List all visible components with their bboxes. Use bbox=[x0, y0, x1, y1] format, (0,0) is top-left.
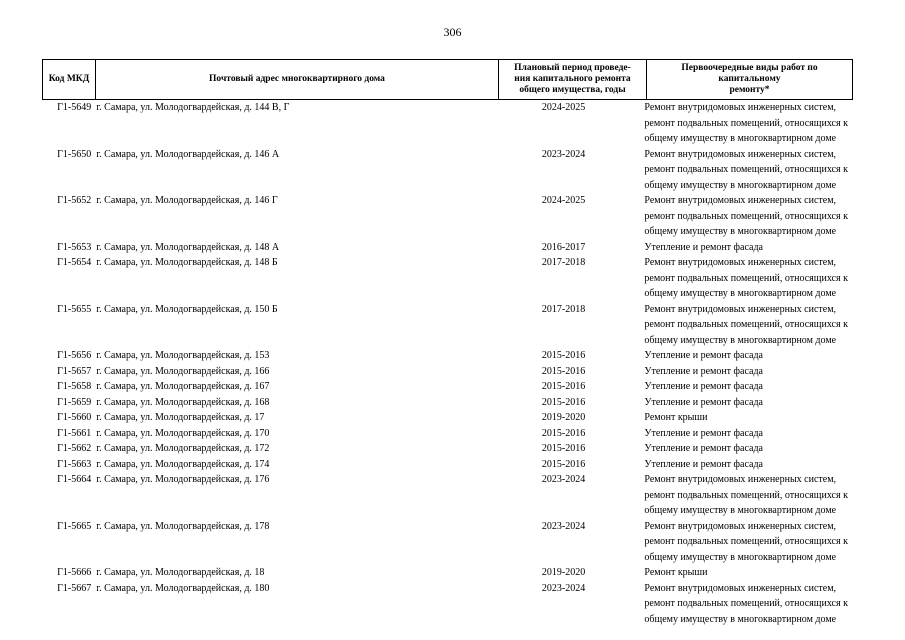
row-code: Г1-5656 bbox=[57, 350, 92, 361]
table-row bbox=[42, 255, 853, 302]
row-address: г. Самара, ул. Молодогвардейская, д. 170 bbox=[96, 427, 270, 439]
header-address: Почтовый адрес многоквартирного дома bbox=[96, 60, 499, 99]
row-period: 2017-2018 bbox=[541, 303, 586, 315]
row-code: Г1-5664 bbox=[57, 474, 92, 485]
table-row bbox=[42, 395, 853, 411]
row-period: 2015-2016 bbox=[541, 427, 586, 439]
table-row bbox=[42, 302, 853, 349]
table-row bbox=[42, 565, 853, 581]
table-row bbox=[42, 519, 853, 566]
row-address: г. Самара, ул. Молодогвардейская, д. 146 А bbox=[96, 148, 280, 160]
row-address: г. Самара, ул. Молодогвардейская, д. 176 bbox=[96, 474, 270, 485]
row-period: 2015-2016 bbox=[541, 365, 586, 377]
row-works: Утепление и ремонт фасада bbox=[644, 427, 763, 439]
table-row bbox=[42, 364, 853, 380]
row-works: Ремонт внутридомовых инженерных систем, ремонт подвальных помещений, относящихся к общему имуществу в многоквартирном доме bbox=[644, 520, 848, 563]
row-period: 2019-2020 bbox=[541, 567, 586, 578]
row-code: Г1-5652 bbox=[57, 195, 92, 206]
row-code: Г1-5660 bbox=[57, 412, 92, 423]
table-row bbox=[42, 410, 853, 426]
row-code: Г1-5654 bbox=[57, 257, 92, 268]
row-works: Утепление и ремонт фасада bbox=[644, 458, 763, 470]
table-row bbox=[42, 348, 853, 364]
row-address: г. Самара, ул. Молодогвардейская, д. 174 bbox=[96, 458, 270, 470]
row-works: Ремонт внутридомовых инженерных систем, ремонт подвальных помещений, относящихся к общему имуществу в многоквартирном доме bbox=[644, 148, 848, 191]
row-code: Г1-5667 bbox=[57, 582, 92, 594]
row-address: г. Самара, ул. Молодогвардейская, д. 167 bbox=[96, 381, 270, 392]
row-works: Утепление и ремонт фасада bbox=[644, 381, 763, 392]
table-row bbox=[42, 240, 853, 256]
header-works: Первоочередные виды работ по капитальному ремонту* bbox=[681, 63, 818, 95]
row-code: Г1-5655 bbox=[57, 303, 92, 315]
table-row bbox=[42, 147, 853, 194]
row-code: Г1-5663 bbox=[57, 458, 92, 470]
row-code: Г1-5666 bbox=[57, 567, 92, 578]
row-period: 2015-2016 bbox=[541, 443, 586, 454]
row-period: 2019-2020 bbox=[541, 412, 586, 423]
row-works: Ремонт внутридомовых инженерных систем, ремонт подвальных помещений, относящихся к общему имуществу в многоквартирном доме bbox=[644, 257, 848, 299]
table-row bbox=[42, 379, 853, 395]
row-works: Ремонт крыши bbox=[644, 412, 708, 423]
row-address: г. Самара, ул. Молодогвардейская, д. 144 В, Г bbox=[96, 102, 290, 113]
row-works: Ремонт внутридомовых инженерных систем, ремонт подвальных помещений, относящихся к общему имуществу в многоквартирном доме bbox=[644, 582, 848, 625]
row-code: Г1-5650 bbox=[57, 148, 92, 160]
row-address: г. Самара, ул. Молодогвардейская, д. 146 Г bbox=[96, 195, 278, 206]
page-number: 306 bbox=[443, 25, 462, 39]
row-code: Г1-5653 bbox=[57, 241, 92, 253]
header-period: Плановый период проведе- ния капитального ремонта общего имущества, годы bbox=[499, 60, 647, 99]
table-row bbox=[42, 581, 853, 628]
row-period: 2015-2016 bbox=[541, 381, 586, 392]
row-address: г. Самара, ул. Молодогвардейская, д. 166 bbox=[96, 365, 270, 377]
table-row bbox=[42, 193, 853, 240]
row-works: Ремонт внутридомовых инженерных систем, ремонт подвальных помещений, относящихся к общему имуществу в многоквартирном доме bbox=[644, 303, 848, 346]
row-period: 2023-2024 bbox=[541, 520, 586, 532]
row-code: Г1-5661 bbox=[57, 427, 92, 439]
row-address: г. Самара, ул. Молодогвардейская, д. 18 bbox=[96, 567, 265, 578]
row-code: Г1-5662 bbox=[57, 443, 92, 454]
row-period: 2024-2025 bbox=[541, 195, 586, 206]
row-address: г. Самара, ул. Молодогвардейская, д. 148 А bbox=[96, 241, 280, 253]
row-period: 2017-2018 bbox=[541, 257, 586, 268]
row-period: 2023-2024 bbox=[541, 582, 586, 594]
row-code: Г1-5659 bbox=[57, 396, 92, 408]
row-works: Утепление и ремонт фасада bbox=[644, 350, 763, 361]
table-row bbox=[42, 441, 853, 457]
row-address: г. Самара, ул. Молодогвардейская, д. 17 bbox=[96, 412, 265, 423]
header-code: Код МКД bbox=[43, 60, 96, 99]
row-works: Утепление и ремонт фасада bbox=[644, 443, 763, 454]
row-code: Г1-5649 bbox=[57, 102, 92, 113]
table-header bbox=[42, 59, 853, 100]
row-code: Г1-5658 bbox=[57, 381, 92, 392]
row-works: Утепление и ремонт фасада bbox=[644, 365, 763, 377]
row-address: г. Самара, ул. Молодогвардейская, д. 180 bbox=[96, 582, 270, 594]
row-period: 2015-2016 bbox=[541, 350, 586, 361]
table-row bbox=[42, 100, 853, 147]
row-address: г. Самара, ул. Молодогвардейская, д. 178 bbox=[96, 520, 270, 532]
row-works: Утепление и ремонт фасада bbox=[644, 396, 763, 408]
row-address: г. Самара, ул. Молодогвардейская, д. 168 bbox=[96, 396, 270, 408]
row-address: г. Самара, ул. Молодогвардейская, д. 150 Б bbox=[96, 303, 278, 315]
table-row bbox=[42, 472, 853, 519]
row-address: г. Самара, ул. Молодогвардейская, д. 172 bbox=[96, 443, 270, 454]
row-period: 2016-2017 bbox=[541, 241, 586, 253]
row-works: Ремонт внутридомовых инженерных систем, ремонт подвальных помещений, относящихся к общему имуществу в многоквартирном доме bbox=[644, 102, 848, 144]
table-body bbox=[42, 100, 853, 627]
row-period: 2015-2016 bbox=[541, 396, 586, 408]
table-row bbox=[42, 457, 853, 473]
table-row bbox=[42, 426, 853, 442]
row-code: Г1-5657 bbox=[57, 365, 92, 377]
row-period: 2015-2016 bbox=[541, 458, 586, 470]
row-works: Ремонт крыши bbox=[644, 567, 708, 578]
row-works: Ремонт внутридомовых инженерных систем, ремонт подвальных помещений, относящихся к общему имуществу в многоквартирном доме bbox=[644, 195, 848, 237]
row-period: 2023-2024 bbox=[541, 148, 586, 160]
row-address: г. Самара, ул. Молодогвардейская, д. 153 bbox=[96, 350, 270, 361]
row-period: 2024-2025 bbox=[541, 102, 586, 113]
row-period: 2023-2024 bbox=[541, 474, 586, 485]
row-code: Г1-5665 bbox=[57, 520, 92, 532]
row-address: г. Самара, ул. Молодогвардейская, д. 148 Б bbox=[96, 257, 278, 268]
housing-repair-table bbox=[42, 59, 853, 627]
row-works: Утепление и ремонт фасада bbox=[644, 241, 763, 253]
row-works: Ремонт внутридомовых инженерных систем, ремонт подвальных помещений, относящихся к общему имуществу в многоквартирном доме bbox=[644, 474, 848, 516]
